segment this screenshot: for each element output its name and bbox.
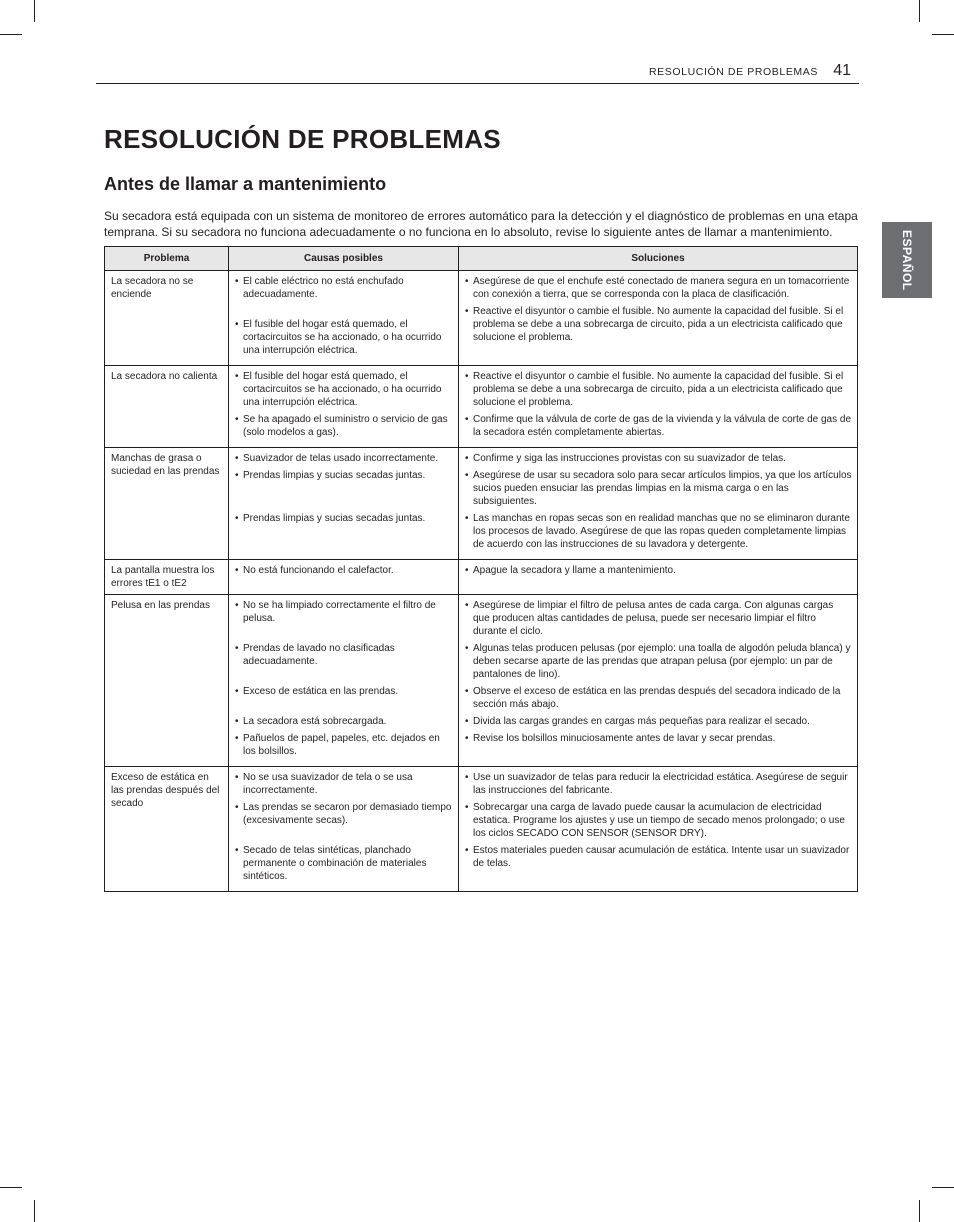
solution-item: • Asegúrese de limpiar el filtro de pelusa antes de cada carga. Con algunas cargas que producen altas cantidades de pelusa, puede ser necesario limpiar el filtro durante el ciclo. xyxy=(464,599,852,638)
column-header-solutions: Soluciones xyxy=(459,247,858,271)
solution-item: • Asegúrese de usar su secadora solo para secar artículos limpios, ya que los artículos sucios pueden ensuciar las prendas limpias en la misma carga o en las subsiguientes. xyxy=(464,469,852,508)
causes-cell xyxy=(229,448,459,560)
crop-mark xyxy=(34,0,35,22)
crop-mark xyxy=(0,34,22,35)
solution-item: • Las manchas en ropas secas son en realidad manchas que no se eliminaron durante los procesos de lavado. Asegúrese de que las ropas queden completamente limpias de acuerdo con las instrucciones de su lavadora y detergente. xyxy=(464,512,852,551)
crop-mark xyxy=(932,34,954,35)
crop-mark xyxy=(919,1200,920,1222)
cause-item: • No está funcionando el calefactor. xyxy=(234,564,453,577)
solution-item: • Reactive el disyuntor o cambie el fusible. No aumente la capacidad del fusible. Si el problema se debe a una sobrecarga de circuito, pida a un electricista calificado que solucione el problema. xyxy=(464,305,852,344)
causes-cell xyxy=(229,560,459,595)
language-tab xyxy=(882,222,932,298)
intro-paragraph: Su secadora está equipada con un sistema de monitoreo de errores automático para la detección y el diagnóstico de problemas en una etapa temprana. Si su secadora no funciona adecuadamente o no funciona en lo absoluto, revise lo siguiente antes de llamar a mantenimiento. xyxy=(104,209,858,239)
solution-item: • Algunas telas producen pelusas (por ejemplo: una toalla de algodón peluda blanca) y deben secarse aparte de las prendas que atrapan pelusa (por ejemplo: un par de pantalones de lino). xyxy=(464,642,852,681)
table-header-row xyxy=(105,247,858,271)
running-header: RESOLUCIÓN DE PROBLEMAS xyxy=(648,66,818,78)
solution-item: • Estos materiales pueden causar acumulación de estática. Intente usar un suavizador de telas. xyxy=(464,844,852,870)
cause-item: • Prendas de lavado no clasificadas adecuadamente. xyxy=(234,642,453,668)
problem-cell: Manchas de grasa o suciedad en las prendas xyxy=(105,448,229,560)
solutions-cell xyxy=(459,366,858,448)
column-header-problem: Problema xyxy=(105,247,229,271)
header-rule xyxy=(96,83,859,84)
page-title: RESOLUCIÓN DE PROBLEMAS xyxy=(104,124,501,154)
cause-item: • Las prendas se secaron por demasiado tiempo (excesivamente secas). xyxy=(234,801,453,827)
troubleshooting-table xyxy=(104,246,858,892)
solution-item: • Reactive el disyuntor o cambie el fusible. No aumente la capacidad del fusible. Si el problema se debe a una sobrecarga de circuito, pida a un electricista calificado que solucione el problema. xyxy=(464,370,852,409)
problem-cell: La pantalla muestra los errores tE1 o tE2 xyxy=(105,560,229,595)
solutions-cell xyxy=(459,448,858,560)
section-subtitle: Antes de llamar a mantenimiento xyxy=(104,174,387,194)
cause-item: • El fusible del hogar está quemado, el cortacircuitos se ha accionado, o ha ocurrido una interrupción eléctrica. xyxy=(234,370,453,409)
cause-item: • Prendas limpias y sucias secadas juntas. xyxy=(234,512,453,525)
solution-item: • Observe el exceso de estática en las prendas después del secadora indicado de la sección más abajo. xyxy=(464,685,852,711)
table-row xyxy=(105,271,858,366)
cause-item: • Pañuelos de papel, papeles, etc. dejados en los bolsillos. xyxy=(234,732,453,758)
problem-cell: Exceso de estática en las prendas después del secado xyxy=(105,767,229,892)
problem-cell: La secadora no se enciende xyxy=(105,271,229,366)
cause-item: • Prendas limpias y sucias secadas juntas. xyxy=(234,469,453,482)
cause-item: • Se ha apagado el suministro o servicio de gas (solo modelos a gas). xyxy=(234,413,453,439)
language-tab-label: ESPAÑOL xyxy=(900,229,914,291)
cause-item: • Suavizador de telas usado incorrectamente. xyxy=(234,452,453,465)
crop-mark xyxy=(0,1187,22,1188)
table-row xyxy=(105,366,858,448)
crop-mark xyxy=(34,1200,35,1222)
solution-item: • Asegúrese de que el enchufe esté conectado de manera segura en un tomacorriente con conexión a tierra, que se corresponda con la placa de clasificación. xyxy=(464,275,852,301)
table-row xyxy=(105,595,858,767)
problem-cell: Pelusa en las prendas xyxy=(105,595,229,767)
crop-mark xyxy=(919,0,920,22)
cause-item: • La secadora está sobrecargada. xyxy=(234,715,453,728)
causes-cell xyxy=(229,271,459,366)
causes-cell xyxy=(229,767,459,892)
cause-item: • No se usa suavizador de tela o se usa incorrectamente. xyxy=(234,771,453,797)
solution-item: • Use un suavizador de telas para reducir la electricidad estática. Asegúrese de seguir las instrucciones del fabricante. xyxy=(464,771,852,797)
solutions-cell xyxy=(459,595,858,767)
crop-mark xyxy=(932,1187,954,1188)
solution-item: • Sobrecargar una carga de lavado puede causar la acumulacion de electricidad estatica. Programe los ajustes y use un tiempo de secado menos prolongado; o use los ciclos SECADO CON SENSOR (SENSOR DRY). xyxy=(464,801,852,840)
solution-item: • Divida las cargas grandes en cargas más pequeñas para realizar el secado. xyxy=(464,715,852,728)
cause-item: • No se ha limpiado correctamente el filtro de pelusa. xyxy=(234,599,453,625)
solution-item: • Confirme que la válvula de corte de gas de la vivienda y la válvula de corte de gas de la secadora estén completamente abiertas. xyxy=(464,413,852,439)
solutions-cell xyxy=(459,767,858,892)
cause-item: • El cable eléctrico no está enchufado adecuadamente. xyxy=(234,275,453,301)
problem-cell: La secadora no calienta xyxy=(105,366,229,448)
solutions-cell xyxy=(459,271,858,366)
page-number: 41 xyxy=(833,62,851,79)
column-header-causes: Causas posibles xyxy=(229,247,459,271)
cause-item: • Exceso de estática en las prendas. xyxy=(234,685,453,698)
table-row xyxy=(105,448,858,560)
table-row xyxy=(105,560,858,595)
cause-item: • El fusible del hogar está quemado, el cortacircuitos se ha accionado, o ha ocurrido una interrupción eléctrica. xyxy=(234,318,453,357)
causes-cell xyxy=(229,366,459,448)
cause-item: • Secado de telas sintéticas, planchado permanente o combinación de materiales sintéticos. xyxy=(234,844,453,883)
table-row xyxy=(105,767,858,892)
solution-item: • Confirme y siga las instrucciones provistas con su suavizador de telas. xyxy=(464,452,852,465)
solutions-cell xyxy=(459,560,858,595)
solution-item: • Revise los bolsillos minuciosamente antes de lavar y secar prendas. xyxy=(464,732,852,745)
causes-cell xyxy=(229,595,459,767)
solution-item: • Apague la secadora y llame a mantenimiento. xyxy=(464,564,852,577)
